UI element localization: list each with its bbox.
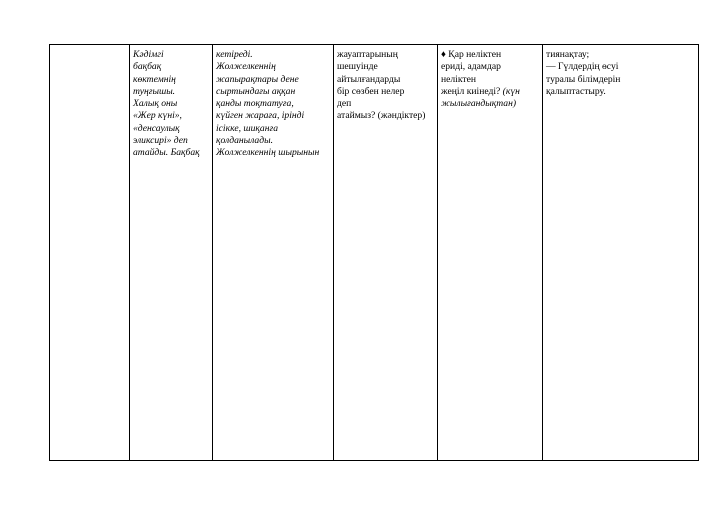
cell-line: қанды тоқтатуға,: [216, 98, 294, 110]
cell-line-text: жеңіл киінеді?: [441, 85, 501, 97]
cell-line: Халық оны: [133, 98, 178, 110]
cell-line: сыртындағы аққан: [216, 85, 296, 97]
cell-line: күйген жараға, ірінді: [216, 110, 305, 122]
cell-line: атайды. Бақбақ: [133, 147, 200, 159]
cell-line: қолданылады.: [216, 135, 273, 147]
cell-line: бір сөзбен нелер: [337, 85, 405, 97]
table-cell-dandelion: [130, 45, 213, 460]
cell-line: жауаптарының: [337, 49, 398, 60]
cell-line: [441, 86, 539, 98]
cell-line: ериді, адамдар: [441, 61, 501, 73]
cell-line: — Гүлдердің өсуі: [546, 61, 619, 73]
table-cell-empty: [50, 45, 130, 460]
cell-line: шешуінде: [337, 61, 378, 73]
cell-line: деп: [337, 98, 352, 110]
cell-line: ♦ Қар неліктен: [441, 49, 502, 60]
cell-line: бақбақ: [133, 61, 162, 73]
cell-line: эликсирі» деп: [133, 135, 188, 147]
cell-line: айтылғандарды: [337, 73, 401, 85]
cell-line: ісікке, шиқанға: [216, 122, 279, 134]
cell-line: «денсаулық: [133, 122, 180, 134]
cell-line: атаймыз? (жәндіктер): [337, 110, 426, 122]
cell-line: қалыптастыру.: [546, 85, 606, 97]
table-cell-goals: [543, 45, 698, 460]
cell-line: Жолжелкеннің: [216, 61, 276, 73]
cell-line: туңғышы.: [133, 85, 176, 97]
table-cell-plantain: [213, 45, 334, 460]
cell-line: жылығандықтан): [441, 98, 517, 110]
cell-line: Жолжелкеннің шырынын: [216, 147, 320, 159]
table-cell-riddles: [334, 45, 438, 460]
cell-line: «Жер күні»,: [133, 110, 182, 122]
cell-line: жапырақтары дене: [216, 73, 299, 85]
cell-line: тиянақтау;: [546, 49, 590, 60]
cell-line: туралы білімдерін: [546, 73, 621, 85]
table-cell-questions: [438, 45, 543, 460]
cell-line: неліктен: [441, 73, 476, 85]
cell-line: көктемнің: [133, 73, 176, 85]
lesson-plan-table: [49, 44, 699, 461]
cell-line: кетіреді.: [216, 49, 253, 60]
cell-line-italic: (күн: [500, 85, 520, 97]
cell-line: Кәдімгі: [133, 49, 164, 60]
